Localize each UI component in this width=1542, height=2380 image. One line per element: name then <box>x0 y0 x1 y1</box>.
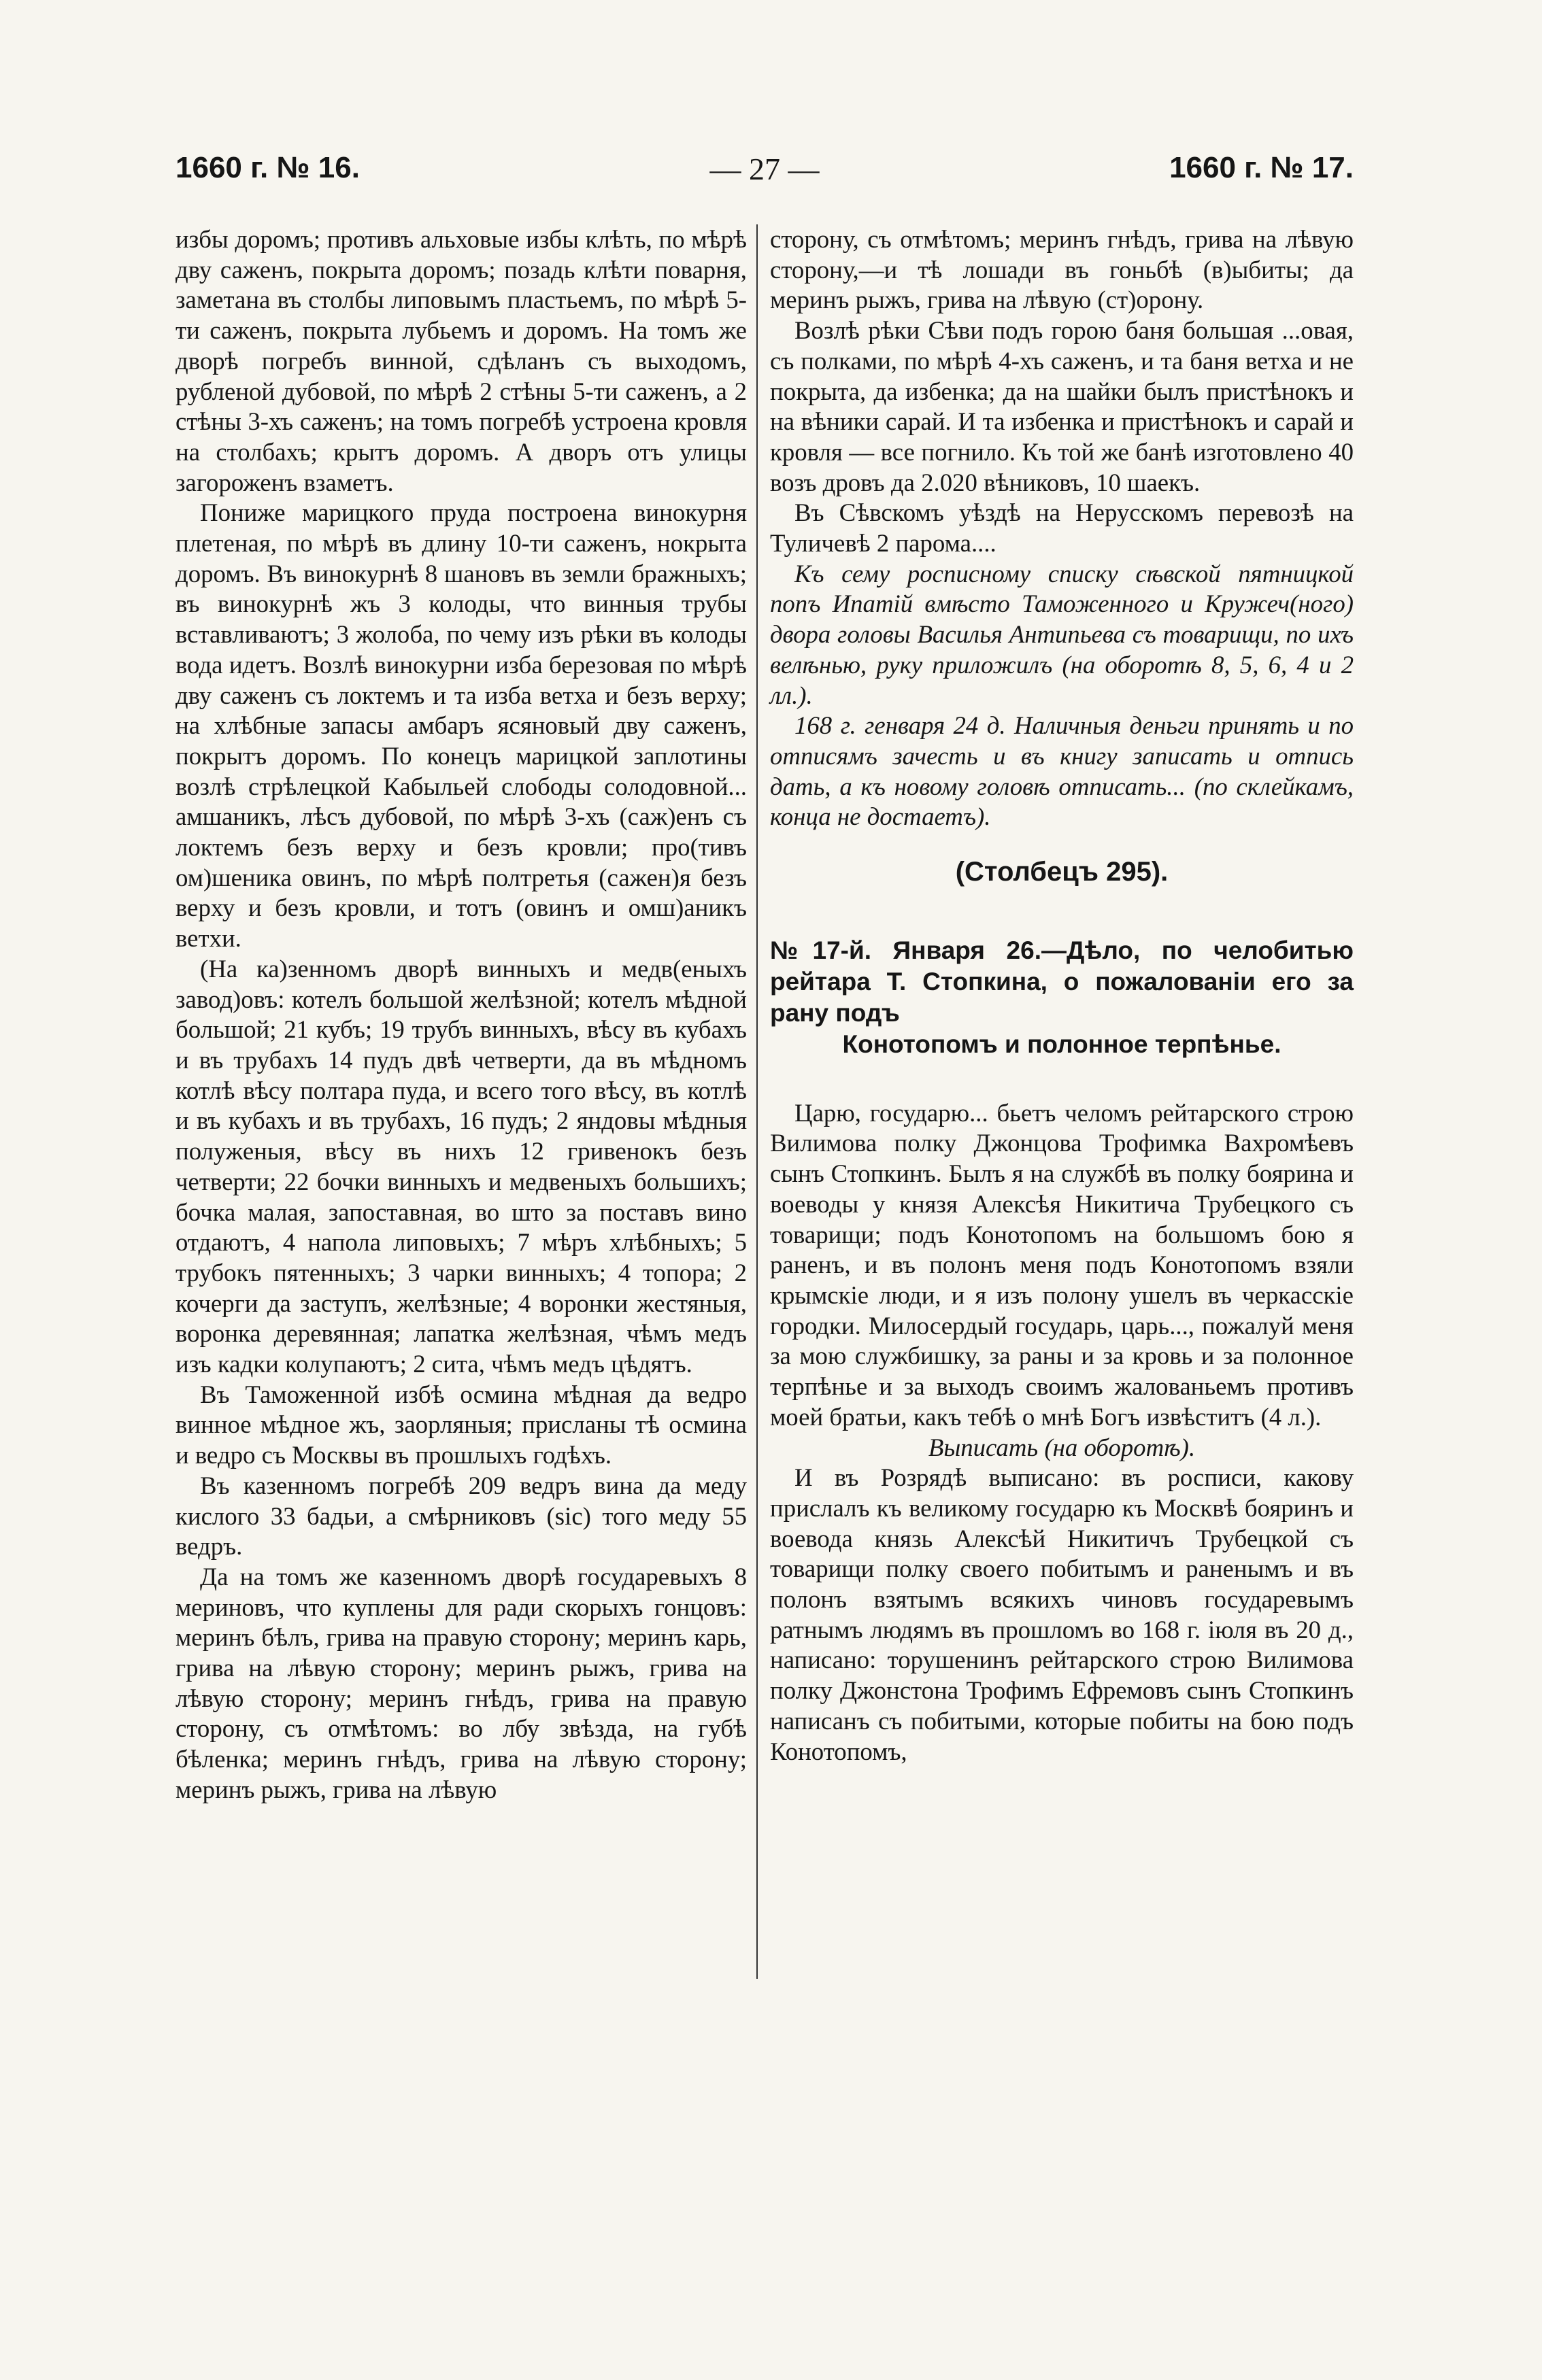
page-number: — 27 — <box>709 152 820 186</box>
signature-note: Къ сему росписному списку сѣвской пятницкой попъ Ипатій вмѣсто Таможенного и Кружеч(ного) двора головы Василья Антипьева съ товарищи, по ихъ велѣнью, руку приложилъ (на оборотѣ 8, 5, 6, 4 и 2 лл.). <box>770 559 1354 709</box>
paragraph: Въ казенномъ погребѣ 209 ведръ вина да меду кислого 33 бадьи, а смѣрниковъ (sic) того меду 55 ведръ. <box>175 1471 747 1561</box>
page-header <box>175 151 1354 199</box>
header-left-year: 1660 г. № 16. <box>175 151 360 184</box>
paragraph: Да на томъ же казенномъ дворѣ государевыхъ 8 мериновъ, что куплены для ради скорыхъ гонцовъ: меринъ бѣлъ, грива на правую сторону; меринъ карь, грива на лѣвую сторону; меринъ рыжъ, грива на лѣвую сторону; меринъ гнѣдъ, грива на правую сторону, съ отмѣтомъ: во лбу звѣзда, на губѣ бѣленка; меринъ гнѣдъ, грива на лѣвую сторону; меринъ рыжъ, грива на лѣвую <box>175 1562 747 1803</box>
left-column <box>175 224 747 1805</box>
paragraph: сторону, съ отмѣтомъ; меринъ гнѣдъ, грива на лѣвую сторону,—и тѣ лошади въ гоньбѣ (в)ыбиты; да меринъ рыжъ, грива на лѣвую (ст)орону. <box>770 225 1354 314</box>
paragraph: Царю, государю... бьетъ челомъ рейтарского строю Вилимова полку Джонцова Трофимка Вахромѣевъ сынъ Стопкинъ. Былъ я на службѣ въ полку боярина и воеводы у князя Алексѣя Никитича Трубецкого съ товарищи; подъ Конотопомъ на большомъ бою я раненъ, и въ полонъ меня подъ Конотопомъ взяли крымскіе люди, и я изъ полону ушелъ въ черкасскіе городки. Милосердый государь, царь..., пожалуй меня за мою службишку, за раны и за кровь и за полонное терпѣнье и за выходъ своимъ жалованьемъ противъ моей братьи, какъ тебѣ о мнѣ Богъ извѣститъ (4 л.). <box>770 1098 1354 1431</box>
header-right-year: 1660 г. № 17. <box>1169 151 1354 184</box>
paragraph: Пониже марицкого пруда построена винокурня плетеная, по мѣрѣ въ длину 10-ти саженъ, нокрыта доромъ. Въ винокурнѣ 8 шановъ въ земли бражныхъ; въ винокурнѣ жъ 3 колоды, что винныя трубы вставливаютъ; 3 жолоба, по чему изъ рѣки въ колоды вода идетъ. Возлѣ винокурни изба березовая по мѣрѣ дву саженъ съ локтемъ и та изба ветха и безъ верху; на хлѣбные запасы амбаръ ясяновый дву саженъ, покрытъ доромъ. По конецъ марицкой заплотины возлѣ стрѣлецкой Кабыльей слободы солодовной... амшаникъ, лѣсъ дубовой, по мѣрѣ 3-хъ (саж)енъ съ локтемъ безъ верху и безъ кровли; про(тивъ ом)шеника овинъ, по мѣрѣ полтретья (сажен)я безъ верху и безъ кровли, и тотъ (овинъ и омш)аникъ ветхи. <box>175 498 747 953</box>
paragraph: (На ка)зенномъ дворѣ винныхъ и медв(еныхъ завод)овъ: котелъ большой желѣзной; котелъ мѣдной большой; 21 кубъ; 19 трубъ винныхъ, вѣсу въ кубахъ и въ трубахъ 14 пудъ двѣ четверти, да въ мѣдномъ котлѣ вѣсу полтара пуда, и всего того вѣсу, въ котлѣ и въ кубахъ и въ трубахъ, 16 пудъ; 2 яндовы мѣдныя полуженыя, вѣсу въ нихъ 12 гривенокъ безъ четверти; 22 бочки винныхъ и медвеныхъ большихъ; бочка малая, запоставная, во што за поставъ вино отдаютъ, 4 напола липовыхъ; 7 мѣръ хлѣбныхъ; 5 трубокъ пятенныхъ; 3 чарки винныхъ; 4 топора; 2 кочерги да заступъ, желѣзные; 4 воронки жестяныя, воронка деревянная; лапатка желѣзная, чѣмъ медъ изъ кадки колупаютъ; 2 сита, чѣмъ медъ цѣдятъ. <box>175 954 747 1378</box>
paragraph: Въ Таможенной избѣ осмина мѣдная да ведро винное мѣдное жъ, заорляныя; присланы тѣ осмина и ведро съ Москвы въ прошлыхъ годѣхъ. <box>175 1380 747 1469</box>
column-divider <box>756 224 758 1979</box>
resolution-heading: Выписать (на оборотѣ). <box>928 1433 1196 1461</box>
paragraph: Возлѣ рѣки Сѣви подъ горою баня большая ...овая, съ полками, по мѣрѣ 4-хъ саженъ, и та баня ветха и не покрыта, да избенка; да на шайки былъ пристѣнокъ и на вѣники сарай. И та избенка и пристѣнокъ и сарай и кровля — все погнило. Къ той же банѣ изготовлено 40 возъ дровъ да 2.020 вѣниковъ, 10 шаекъ. <box>770 316 1354 496</box>
document-title-last-line: Конотопомъ и полонное терпѣнье. <box>842 1030 1281 1058</box>
right-column <box>770 224 1354 1767</box>
document-title-text: №17-й. Января 26.—Дѣло, по челобитью рейтара Т. Стопкина, о пожалованіи его за рану подъ <box>770 936 1354 1027</box>
paragraph: избы доромъ; противъ альховые избы клѣть, по мѣрѣ дву саженъ, покрыта доромъ; позадь клѣти поварня, заметана въ столбы липовымъ пластьемъ, по мѣрѣ 5-ти саженъ, покрыта лубьемъ и доромъ. На томъ же дворѣ погребъ винной, сдѣланъ съ выходомъ, рубленой дубовой, по мѣрѣ 2 стѣны 5-ти саженъ, а 2 стѣны 3-хъ саженъ; на томъ погребѣ устроена кровля на столбахъ; крытъ доромъ. А дворъ отъ улицы загороженъ взаметъ. <box>175 225 747 496</box>
document-title <box>770 935 1354 1060</box>
column-note: (Столбецъ 295). <box>955 857 1169 887</box>
resolution-note: 168 г. генваря 24 д. Наличныя деньги принять и по отписямъ зачесть и въ книгу записать и отпись дать, а къ новому головѣ отписать... (по склейкамъ, конца не достаетъ). <box>770 711 1354 831</box>
paragraph: Въ Сѣвскомъ уѣздѣ на Нерусскомъ перевозѣ на Туличевѣ 2 парома.... <box>770 498 1354 558</box>
paragraph: И въ Розрядѣ выписано: въ росписи, какову прислалъ къ великому государю къ Москвѣ бояринъ и воевода князь Алексѣй Никитичъ Трубецкой съ товарищи полку своего побитымъ и раненымъ и въ полонъ взятымъ всякихъ чиновъ государевымъ ратнымъ людямъ въ прошломъ во 168 г. іюля въ 20 д., написано: торушенинъ рейтарского строю Вилимова полку Джонстона Трофимъ Ефремовъ сынъ Стопкинъ написанъ съ побитыми, которые побиты на бою подъ Конотопомъ, <box>770 1463 1354 1765</box>
